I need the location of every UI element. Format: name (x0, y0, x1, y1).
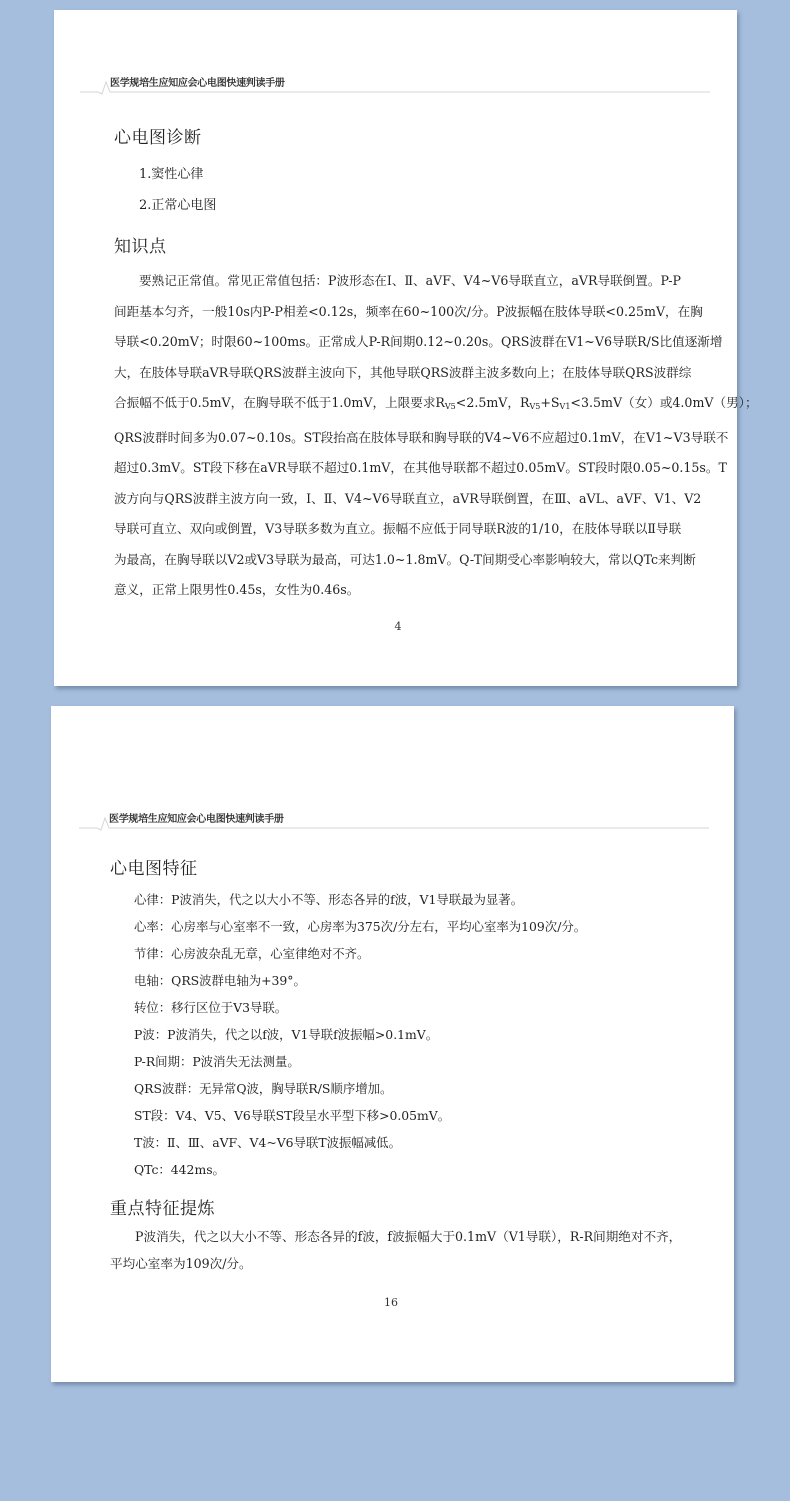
paragraph-line: P波消失，代之以大小不等、形态各异的f波，f波振幅大于0.1mV（V1导联），R-R间期绝对不齐， (135, 1229, 682, 1244)
running-header-title: 医学规培生应知应会心电图快速判读手册 (110, 78, 285, 89)
paragraph-line: 导联<0.20mV；时限60~100ms。正常成人P-R间期0.12~0.20s。QRS波群在V1~V6导联R/S比值逐渐增 (114, 334, 723, 349)
feature-rhythm: 心律：P波消失，代之以大小不等、形态各异的f波，V1导联最为显著。 (134, 892, 524, 907)
feature-axis: 电轴：QRS波群电轴为+39°。 (134, 973, 306, 988)
paragraph-line: 要熟记正常值。常见正常值包括：P波形态在Ⅰ、Ⅱ、aVF、V4~V6导联直立，aVR导联倒置。P-P (139, 273, 681, 288)
page-number: 16 (384, 1296, 398, 1309)
feature-t-wave: T波：Ⅱ、Ⅲ、aVF、V4~V6导联T波振幅减低。 (134, 1135, 401, 1150)
section-title-key-features: 重点特征提炼 (110, 1199, 215, 1219)
paragraph-line: QRS波群时间多为0.07~0.10s。ST段抬高在肢体导联和胸导联的V4~V6不应超过0.1mV，在V1~V3导联不 (114, 429, 729, 445)
page-number: 4 (394, 620, 402, 633)
feature-rate: 心率：心房率与心室率不一致，心房率为375次/分左右，平均心室率为109次/分。 (134, 919, 587, 934)
knowledge-paragraph (114, 266, 758, 606)
feature-pr-interval: P-R间期：P波消失无法测量。 (134, 1054, 300, 1069)
paragraph-line: 导联可直立、双向或倒置，V3导联多数为直立。振幅不应低于同导联R波的1/10，在肢体导联以Ⅱ导联 (114, 521, 682, 536)
section-title-knowledge-points: 知识点 (114, 237, 167, 257)
paragraph-line: 意义，正常上限男性0.45s，女性为0.46s。 (114, 582, 360, 597)
feature-st-segment: ST段：V4、V5、V6导联ST段呈水平型下移>0.05mV。 (134, 1108, 451, 1123)
feature-p-wave: P波：P波消失，代之以f波，V1导联f波振幅>0.1mV。 (134, 1027, 439, 1042)
feature-qtc: QTc：442ms。 (134, 1162, 225, 1177)
paragraph-line: 平均心室率为109次/分。 (110, 1256, 252, 1271)
running-header (109, 810, 679, 830)
paragraph-line: 波方向与QRS波群主波方向一致，Ⅰ、Ⅱ、V4~V6导联直立，aVR导联倒置，在Ⅲ、aVL、aVF、V1、V2 (114, 490, 702, 506)
running-header (110, 74, 680, 94)
section-title-ecg-diagnosis: 心电图诊断 (114, 128, 202, 148)
paragraph-line-with-subscripts: 合振幅不低于0.5mV，在胸导联不低于1.0mV，上限要求$R_{V5}<2.5mV$，$R_{V5}+S_{V1}<3.5mV$（女）或4.0mV（男）； (114, 395, 758, 411)
feature-qrs: QRS波群：无异常Q波，胸导联R/S顺序增加。 (134, 1081, 393, 1096)
feature-regularity: 节律：心房波杂乱无章，心室律绝对不齐。 (134, 946, 370, 961)
paragraph-line: 大，在肢体导联aVR导联QRS波群主波向下，其他导联QRS波群主波多数向上；在肢体导联QRS波群综 (114, 364, 692, 380)
key-features-paragraph (110, 1223, 682, 1277)
paragraph-line: 超过0.3mV。ST段下移在aVR导联不超过0.1mV，在其他导联都不超过0.05mV。ST段时限0.05~0.15s。T (114, 460, 727, 475)
paragraph-line: 为最高，在胸导联以V2或V3导联为最高，可达1.0~1.8mV。Q-T间期受心率影响较大，常以QTc来判断 (114, 551, 696, 567)
document-page-16 (51, 706, 734, 1382)
diagnosis-item: 1.窦性心律 (139, 167, 204, 182)
paragraph-line: 间距基本匀齐，一般10s内P-P相差<0.12s，频率在60~100次/分。P波振幅在肢体导联<0.25mV，在胸 (114, 303, 703, 319)
feature-transition: 转位：移行区位于V3导联。 (134, 1000, 288, 1015)
diagnosis-item: 2.正常心电图 (139, 198, 217, 213)
document-page-4 (54, 10, 758, 686)
running-header-title: 医学规培生应知应会心电图快速判读手册 (109, 814, 284, 825)
section-title-ecg-features: 心电图特征 (110, 859, 198, 879)
